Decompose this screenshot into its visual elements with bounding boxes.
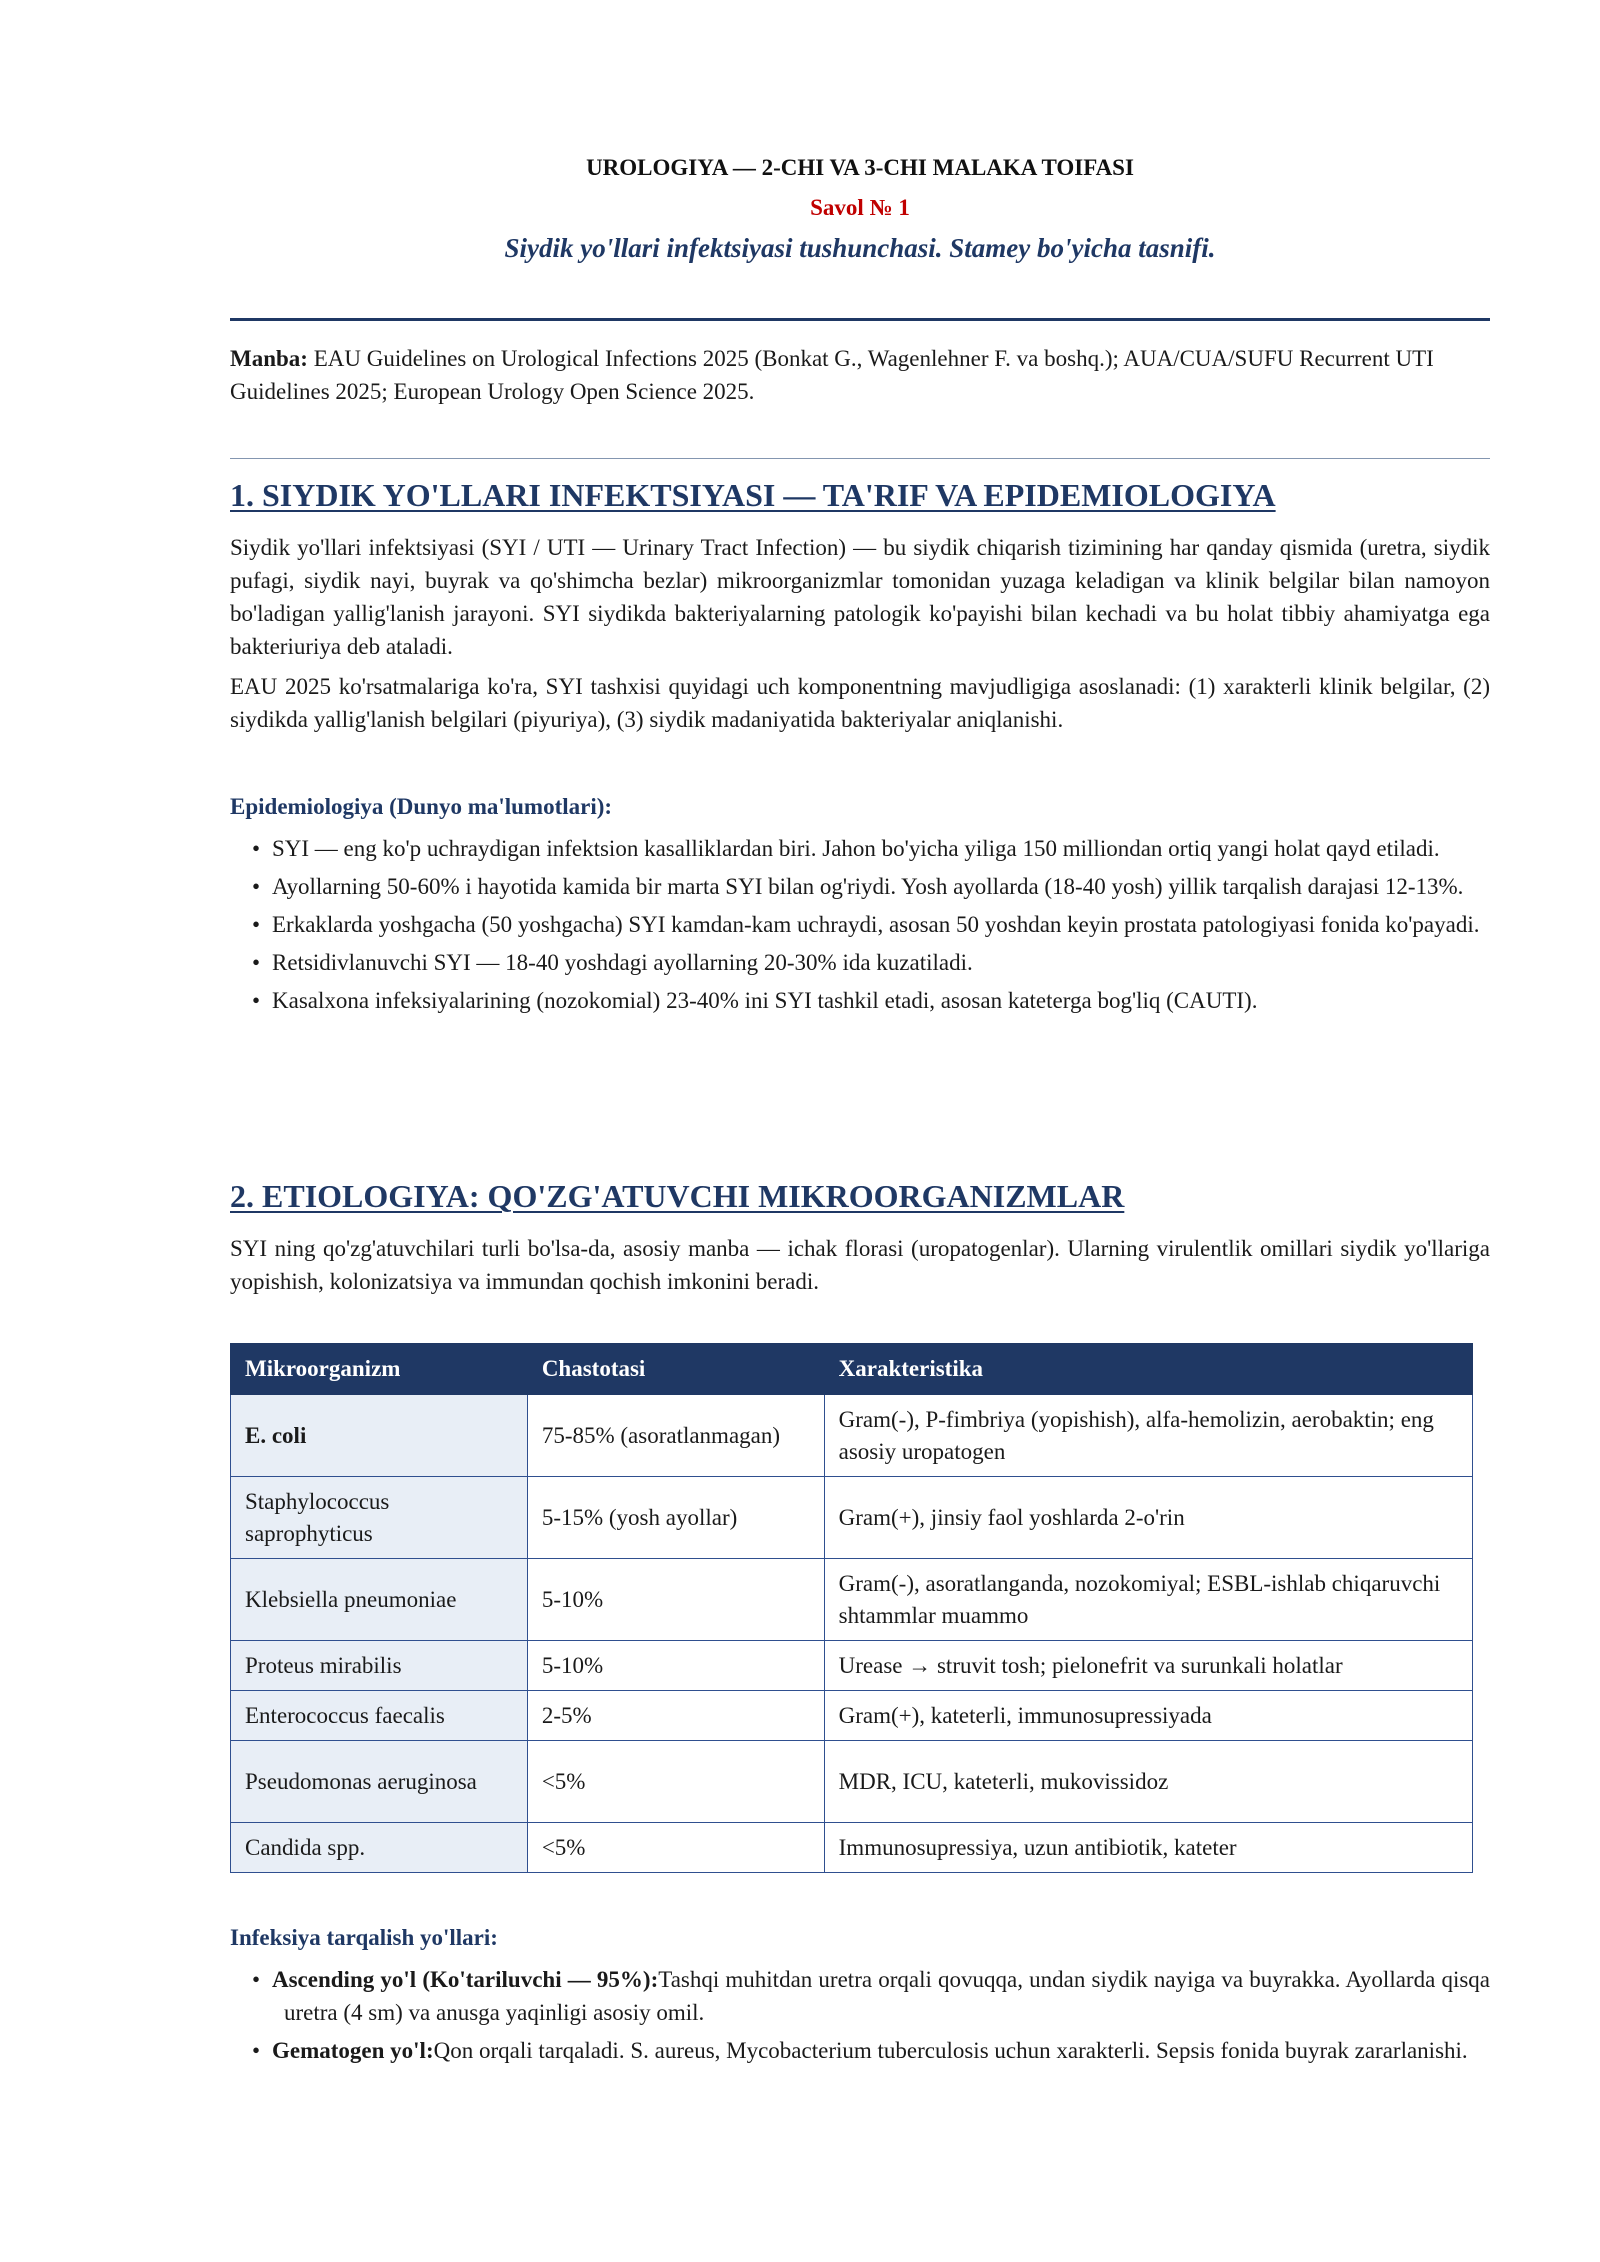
table-cell: Candida spp. xyxy=(231,1823,528,1873)
table-row xyxy=(231,1477,1473,1559)
table-cell: <5% xyxy=(527,1823,824,1873)
column-header: Xarakteristika xyxy=(824,1344,1472,1395)
question-subtitle: Siydik yo'llari infektsiyasi tushunchasi. Stamey bo'yicha tasnifi. xyxy=(504,233,1216,263)
list-item-label: Gematogen yo'l: xyxy=(272,2038,434,2063)
table-cell: Gram(-), P-fimbriya (yopishish), alfa-hemolizin, aerobaktin; eng asosiy uropatogen xyxy=(824,1395,1472,1477)
list-item: • Ayollarning 50-60% i hayotida kamida bir marta SYI bilan og'riydi. Yosh ayollarda (18-40 yosh) yillik tarqalish darajasi 12-13%. xyxy=(252,874,1464,899)
list-item: • Retsidivlanuvchi SYI — 18-40 yoshdagi ayollarning 20-30% ida kuzatiladi. xyxy=(252,950,973,975)
table-cell: Enterococcus faecalis xyxy=(231,1691,528,1741)
section1-definition: Siydik yo'llari infektsiyasi (SYI / UTI — Urinary Tract Infection) — bu siydik chiqarish tizimining har qanday qismida (uretra, siydik pufagi, siydik nayi, buyrak va qo'shimcha bezlar) mikroorganizmlar tomonidan yuzaga keladigan va klinik belgilar bilan namoyon bo'ladigan yallig'lanish jarayoni. SYI siydikda bakteriyalarning patologik ko'payishi bilan kechadi va bu holat tibbiy ahamiyatga ega bakteriuriya deb ataladi. xyxy=(230,535,1490,659)
table-cell: E. coli xyxy=(231,1395,528,1477)
table-row xyxy=(231,1559,1473,1641)
section2-paragraph: SYI ning qo'zg'atuvchilari turli bo'lsa-da, asosiy manba — ichak florasi (uropatogenlar). Ularning virulentlik omillari siydik yo'llariga yopishish, kolonizatsiya va immundan qochish imkonini beradi. xyxy=(230,1236,1490,1294)
source-label: Manba: xyxy=(230,346,308,371)
epidemiology-heading: Epidemiologiya (Dunyo ma'lumotlari): xyxy=(230,794,613,819)
column-header: Mikroorganizm xyxy=(231,1344,528,1395)
spread-heading: Infeksiya tarqalish yo'llari: xyxy=(230,1925,498,1950)
table-cell: Immunosupressiya, uzun antibiotik, kateter xyxy=(824,1823,1472,1873)
list-item: • Kasalxona infeksiyalarining (nozokomial) 23-40% ini SYI tashkil etadi, asosan kateterga bog'liq (CAUTI). xyxy=(252,988,1258,1013)
microorganism-table xyxy=(230,1343,1473,1873)
table-cell: Urease → struvit tosh; pielonefrit va surunkali holatlar xyxy=(824,1641,1472,1691)
table-cell: Pseudomonas aeruginosa xyxy=(231,1741,528,1823)
section2-heading: 2. ETIOLOGIYA: QO'ZG'ATUVCHI MIKROORGANIZMLAR xyxy=(230,1178,1125,1214)
table-row xyxy=(231,1741,1473,1823)
table-cell: 75-85% (asoratlanmagan) xyxy=(527,1395,824,1477)
source-divider xyxy=(230,458,1490,459)
section1-heading: 1. SIYDIK YO'LLARI INFEKTSIYASI — TA'RIF VA EPIDEMIOLOGIYA xyxy=(230,477,1276,513)
table-cell: 5-15% (yosh ayollar) xyxy=(527,1477,824,1559)
question-number: Savol № 1 xyxy=(810,195,910,220)
table-row xyxy=(231,1691,1473,1741)
table-cell: Gram(-), asoratlanganda, nozokomiyal; ESBL-ishlab chiqaruvchi shtammlar muammo xyxy=(824,1559,1472,1641)
list-item-label: Ascending yo'l (Ko'tariluvchi — 95%): xyxy=(272,1967,659,1992)
table-cell: MDR, ICU, kateterli, mukovissidoz xyxy=(824,1741,1472,1823)
table-cell: 5-10% xyxy=(527,1641,824,1691)
table-row xyxy=(231,1395,1473,1477)
list-item: • Gematogen yo'l:Qon orqali tarqaladi. S. aureus, Mycobacterium tuberculosis uchun xarakterli. Sepsis fonida buyrak zararlanishi. xyxy=(252,2038,1468,2063)
list-item: • Ascending yo'l (Ko'tariluvchi — 95%):Tashqi muhitdan uretra orqali qovuqqa, undan siydik nayiga va buyrakka. Ayollarda qisqa uretra (4 sm) va anusga yaqinligi asosiy omil. xyxy=(252,1967,1490,2025)
table-row xyxy=(231,1641,1473,1691)
table-cell: Gram(+), jinsiy faol yoshlarda 2-o'rin xyxy=(824,1477,1472,1559)
column-header: Chastotasi xyxy=(527,1344,824,1395)
table-cell: <5% xyxy=(527,1741,824,1823)
header-divider xyxy=(230,318,1490,321)
table-row xyxy=(231,1823,1473,1873)
table-cell: Staphylococcus saprophyticus xyxy=(231,1477,528,1559)
spread-list xyxy=(252,1963,1490,2072)
source-text: EAU Guidelines on Urological Infections 2025 (Bonkat G., Wagenlehner F. va boshq.); AUA/CUA/SUFU Recurrent UTI Guidelines 2025; European Urology Open Science 2025. xyxy=(230,346,1434,404)
table-cell: Klebsiella pneumoniae xyxy=(231,1559,528,1641)
list-item: • Erkaklarda yoshgacha (50 yoshgacha) SYI kamdan-kam uchraydi, asosan 50 yoshdan keyin prostata patologiyasi fonida ko'payadi. xyxy=(252,912,1480,937)
list-item: • SYI — eng ko'p uchraydigan infektsion kasalliklardan biri. Jahon bo'yicha yiliga 150 milliondan ortiq yangi holat qayd etiladi. xyxy=(252,836,1440,861)
source-paragraph xyxy=(230,342,1490,408)
table-header-row xyxy=(231,1344,1473,1395)
document-title: UROLOGIYA — 2-CHI VA 3-CHI MALAKA TOIFASI xyxy=(586,155,1134,180)
epidemiology-list xyxy=(252,832,1490,1022)
section1-diagnosis: EAU 2025 ko'rsatmalariga ko'ra, SYI tashxisi quyidagi uch komponentning mavjudligiga asoslanadi: (1) xarakterli klinik belgilar, (2) siydikda yallig'lanish belgilari (piyuriya), (3) siydik madaniyatida bakteriyalar aniqlanishi. xyxy=(230,674,1490,732)
table-cell: Proteus mirabilis xyxy=(231,1641,528,1691)
table-cell: 2-5% xyxy=(527,1691,824,1741)
table-cell: 5-10% xyxy=(527,1559,824,1641)
table-cell: Gram(+), kateterli, immunosupressiyada xyxy=(824,1691,1472,1741)
